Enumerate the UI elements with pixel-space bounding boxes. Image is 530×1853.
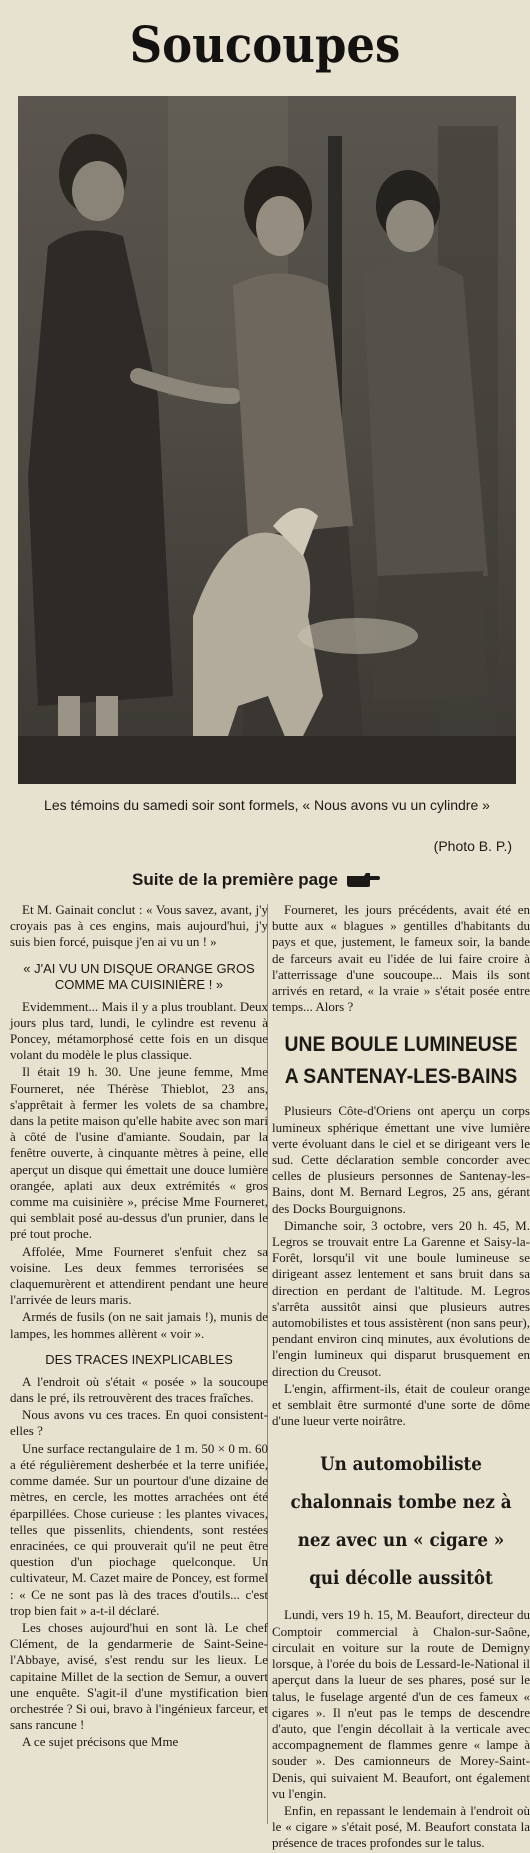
paragraph: Les choses aujourd'hui en sont là. Le chef Clément, de la gendarmerie de Saint-Seine-l'Abbaye, avisé, s'est rendu sur les lieux. Le capitaine Millet de la section de Semur, a ouvert une enquête. S'agit-il d'une mystification bien orchestrée ? Si oui, bravo à l'ingénieux farceur, et sans rancune ! (10, 1619, 268, 1733)
continued-label: Suite de la première page (132, 870, 338, 889)
paragraph: Une surface rectangulaire de 1 m. 50 × 0 m. 60 a été régulièrement desherbée et la terre unifiée, comme damée. Sur un pourtour d'une dizaine de mètres, en cercle, les mottes arrachées ont été éparpillées. Chose curieuse : les plantes vivaces, telles que pissenlits, chiendents, sont restées enracinées, ce qui prouverait qu'il ne peut être question d'un piochage quelconque. Un cultivateur, M. Cazet maire de Poncey, est formel : « Ce ne sont pas là des traces d'outils... c'est trop bien fait » a-t-il déclaré. (10, 1440, 268, 1618)
paragraph: Fourneret, les jours précédents, avait été en butte aux « blagues » gentilles d'habitants du pays et que, justement, le fameux soir, la bande de farceurs avait eu l'idée de lui faire croire à l'atterrissage d'une soucoupe... Mais ils sont arrivés en retard, « la vraie » s'était posée entre temps... Alors ? (272, 902, 530, 1015)
paragraph: Nous avons vu ces traces. En quoi consistent-elles ? (10, 1407, 268, 1439)
continued-banner (132, 868, 380, 892)
paragraph: L'engin, affirment-ils, était de couleur orange et semblait être surmonté d'une sorte de dôme d'une lueur verte noirâtre. (272, 1380, 530, 1429)
section-headline: UNE BOULE LUMINEUSE A SANTENAY-LES-BAINS (284, 1033, 518, 1089)
paragraph: Il était 19 h. 30. Une jeune femme, Mme Fourneret, née Thérèse Thieblot, 23 ans, s'apprêtait à fermer les volets de sa chambre, dans la petite maison qu'elle habite avec son mari à côté de l'usine d'amiante. Soudain, par la fenêtre ouverte, à cinquante mètres à peine, elle aperçut un disque qui émettait une douce lumière orangée, aplati aux deux extrémités « gros comme ma cuisinière », précise Mme Fourneret, qui semblait posé au-dessus d'un prunier, dans le pré tout proche. (10, 1064, 268, 1242)
pointing-hand-icon (346, 872, 380, 888)
left-column (10, 902, 268, 1752)
paragraph: A l'endroit où s'était « posée » la soucoupe dans le pré, ils retrouvèrent des traces fraîches. (10, 1373, 268, 1406)
photo-illustration (18, 96, 516, 784)
section-heading: « J'AI VU UN DISQUE ORANGE GROS COMME MA CUISINIÈRE ! » (23, 960, 255, 992)
paragraph: Enfin, en repassant le lendemain à l'endroit où le « cigare » s'était posé, M. Beaufort constata la présence de traces profondes sur le talus. (272, 1802, 530, 1851)
paragraph: Et M. Gainait conclut : « Vous savez, avant, j'y croyais pas à ces engins, mais aujourd'hui, j'y suis bien forcé, puisque j'en ai vu un ! » (10, 902, 268, 950)
paragraph: Armés de fusils (on ne sait jamais !), munis de lampes, les hommes allèrent « voir ». (10, 1309, 268, 1341)
paragraph: Lundi, vers 19 h. 15, M. Beaufort, directeur du Comptoir commercial à Chalon-sur-Saône, circulait en voiture sur la route de Demigny lorsque, à l'orée du bois de Lessard-le-National il aperçut dans la lueur de ses phares, posé sur le talus, le fuselage argenté d'un de ces fameux « cigares ». Il n'eut pas le temps de descendre d'auto, que l'engin décollait à la verticale avec accompagnement de flammes genre « lampe à souder ». Des camionneurs de Morey-Saint-Denis, qui suivaient M. Beaufort, ont également vu l'engin. (272, 1607, 530, 1801)
paragraph: Plusieurs Côte-d'Oriens ont aperçu un corps lumineux sphérique émettant une vive lumière verte évoluant dans le ciel et se dirigeant vers le sud. Cette déclaration semble concorder avec celles de plusieurs personnes de Santenay-les-Bains, dont M. Bernard Legros, 25 ans, gérant des Docks Bourguignons. (272, 1103, 530, 1216)
news-photo (18, 96, 516, 784)
headline: Soucoupes (129, 15, 401, 74)
paragraph: Evidemment... Mais il y a plus troublant. Deux jours plus tard, lundi, le cylindre est revenu à Poncey, métamorphosé cette fois en un disque volant du modèle le plus classique. (10, 998, 268, 1063)
paragraph: A ce sujet précisons que Mme (22, 1734, 179, 1750)
paragraph: Affolée, Mme Fourneret s'enfuit chez sa voisine. Les deux femmes terrorisées se claquemurèrent et attendirent pendant une heure l'arrivée de leurs maris. (10, 1243, 268, 1308)
section-headline: Un automobiliste chalonnais tombe nez à nez avec un « cigare » qui décolle aussitôt (290, 1453, 512, 1590)
photo-credit: (Photo B. P.) (433, 838, 512, 854)
paragraph: Dimanche soir, 3 octobre, vers 20 h. 45, M. Legros se trouvait entre La Garenne et Saisy-la-Forêt, lorsqu'il vit une boule lumineuse se dirigeant assez lentement et sans bruit dans sa direction en perdant de l'altitude. M. Legros s'arrêta aussitôt ainsi que plusieurs autres automobilistes et tous assistèrent (non sans peur), pendant environ cinq minutes, aux évolutions de l'engin lumineux qui disparut brusquement en direction du Creusot. (272, 1217, 530, 1379)
section-heading: DES TRACES INEXPLICABLES (45, 1351, 233, 1367)
photo-caption: Les témoins du samedi soir sont formels, « Nous avons vu un cylindre » (44, 797, 490, 813)
right-column (272, 902, 530, 1853)
